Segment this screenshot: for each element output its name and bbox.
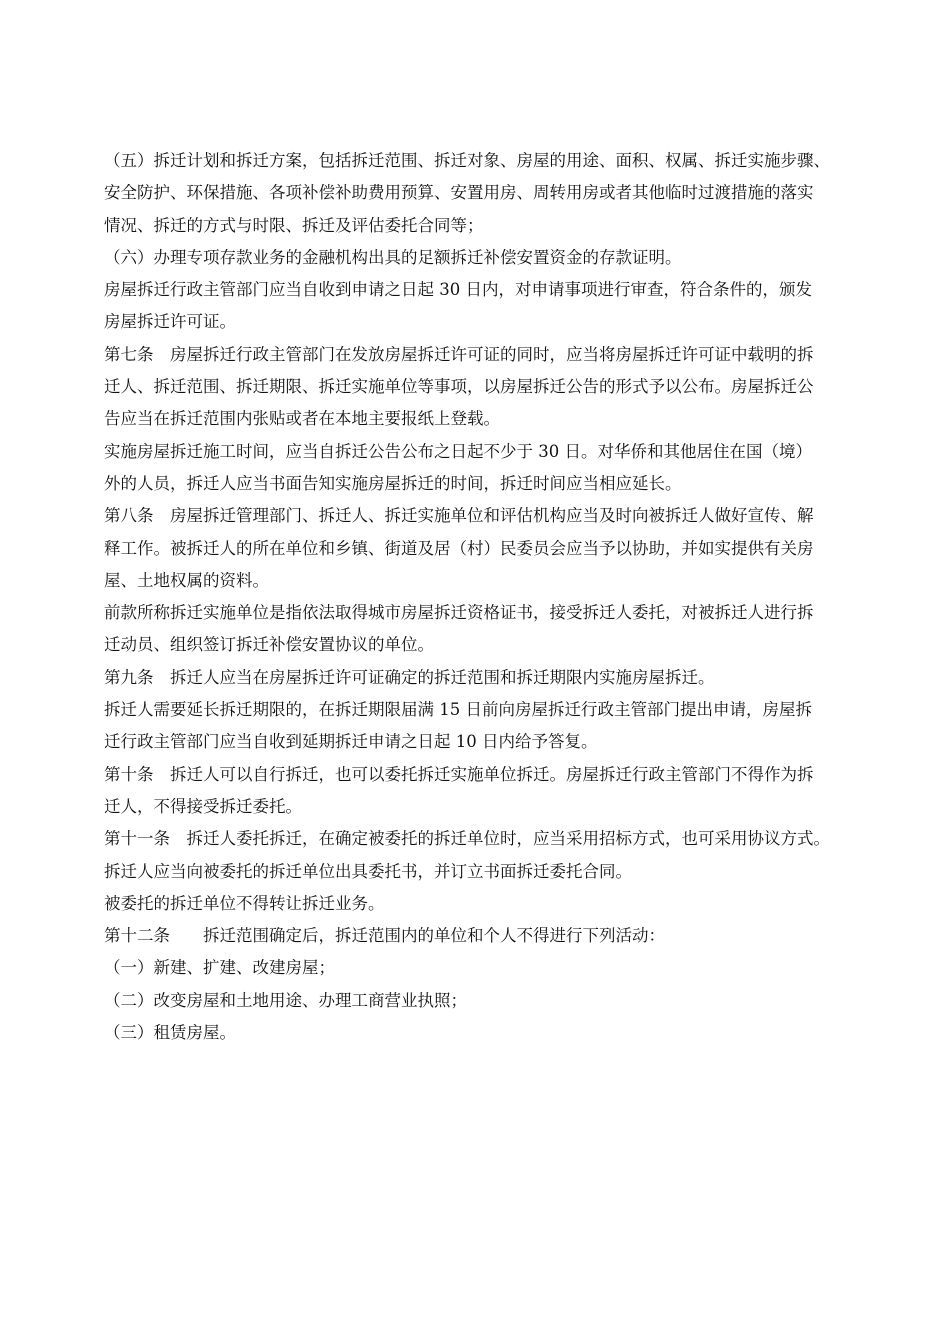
text-line: （二）改变房屋和土地用途、办理工商营业执照； <box>104 990 467 1010</box>
text-line: 迁人，不得接受拆迁委托。 <box>104 796 302 816</box>
text-line: 迁动员、组织签订拆迁补偿安置协议的单位。 <box>104 635 434 655</box>
text-line: 拆迁人需要延长拆迁期限的，在拆迁期限届满 15 日前向房屋拆迁行政主管部门提出申请，房屋拆 <box>104 700 812 720</box>
text-line: 屋、土地权属的资料。 <box>104 570 269 590</box>
text-line: （三）租赁房屋。 <box>104 1023 236 1043</box>
text-line: 实施房屋拆迁施工时间，应当自拆迁公告公布之日起不少于 30 日。对华侨和其他居住在国（境） <box>104 441 812 461</box>
text-line: 前款所称拆迁实施单位是指依法取得城市房屋拆迁资格证书，接受拆迁人委托，对被拆迁人进行拆 <box>104 603 814 623</box>
text-line: 第九条 拆迁人应当在房屋拆迁许可证确定的拆迁范围和拆迁期限内实施房屋拆迁。 <box>104 667 715 687</box>
text-line: 被委托的拆迁单位不得转让拆迁业务。 <box>104 893 385 913</box>
text-line: 安全防护、环保措施、各项补偿补助费用预算、安置用房、周转用房或者其他临时过渡措施的落实 <box>104 183 814 203</box>
text-line: 第八条 房屋拆迁管理部门、拆迁人、拆迁实施单位和评估机构应当及时向被拆迁人做好宣传、解 <box>104 506 814 526</box>
text-line: 情况、拆迁的方式与时限、拆迁及评估委托合同等； <box>104 215 484 235</box>
text-line: 房屋拆迁许可证。 <box>104 312 236 332</box>
text-line: 迁行政主管部门应当自收到延期拆迁申请之日起 10 日内给予答复。 <box>104 732 598 752</box>
text-line: 第十二条 拆迁范围确定后，拆迁范围内的单位和个人不得进行下列活动： <box>104 926 665 946</box>
text-line: 告应当在拆迁范围内张贴或者在本地主要报纸上登载。 <box>104 409 500 429</box>
text-line: 第七条 房屋拆迁行政主管部门在发放房屋拆迁许可证的同时，应当将房屋拆迁许可证中载明的拆 <box>104 344 814 364</box>
document-body <box>104 145 874 1049</box>
text-line: 房屋拆迁行政主管部门应当自收到申请之日起 30 日内，对申请事项进行审查，符合条件的，颁发 <box>104 280 812 300</box>
text-line: 释工作。被拆迁人的所在单位和乡镇、街道及居（村）民委员会应当予以协助，并如实提供有关房 <box>104 538 814 558</box>
text-line: （六）办理专项存款业务的金融机构出具的足额拆迁补偿安置资金的存款证明。 <box>104 247 682 267</box>
text-line: （五）拆迁计划和拆迁方案，包括拆迁范围、拆迁对象、房屋的用途、面积、权属、拆迁实施步骤、 <box>104 151 830 170</box>
text-line: 第十条 拆迁人可以自行拆迁，也可以委托拆迁实施单位拆迁。房屋拆迁行政主管部门不得作为拆 <box>104 764 814 784</box>
text-line: 拆迁人应当向被委托的拆迁单位出具委托书，并订立书面拆迁委托合同。 <box>104 861 632 881</box>
text-line: 外的人员，拆迁人应当书面告知实施房屋拆迁的时间，拆迁时间应当相应延长。 <box>104 473 682 493</box>
text-line: （一）新建、扩建、改建房屋； <box>104 958 335 978</box>
text-line: 第十一条 拆迁人委托拆迁，在确定被委托的拆迁单位时，应当采用招标方式，也可采用协议方式。 <box>104 829 830 849</box>
text-line: 迁人、拆迁范围、拆迁期限、拆迁实施单位等事项，以房屋拆迁公告的形式予以公布。房屋拆迁公 <box>104 377 814 397</box>
